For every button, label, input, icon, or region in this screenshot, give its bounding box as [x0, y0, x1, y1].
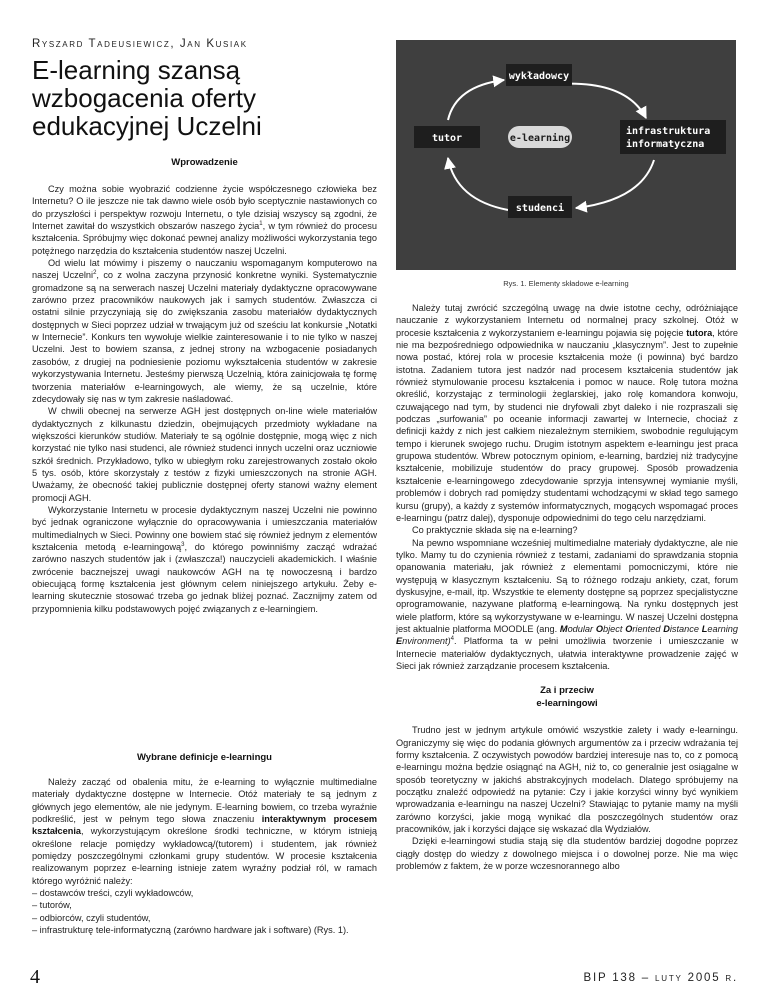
right-column	[396, 302, 738, 872]
label-e-learning: e-learning	[509, 133, 571, 144]
page-number: 4	[30, 966, 40, 988]
paragraph-5: Należy zacząć od obalenia mitu, że e-learning to wyłącznie multimedialne materiały dydaktyczne dostępne w Internecie. Otóż materiały te są jednym z głównych jego elementów, ale nie jedynym. E-learning bowiem, co trzeba wyraźnie podkreślić, jest w pełnym tego słowa znaczeniu interaktywnym procesem kształcenia, wykorzystującym określone środki techniczne, w którym istnieją określone relacje pomiędzy wykładowcą/(tutorem) i studentem, jak również pomiędzy poszczególnymi członkami grupy studentów. W procesie kształcenia realizowanym poprzez e-learning istnieje zatem wyraźny podział ról, w ramach którego wyróżnić należy:	[32, 777, 377, 886]
issue-info: BIP 138 – luty 2005 r.	[583, 972, 738, 984]
list-item: – dostawców treści, czyli wykładowców,	[32, 888, 194, 899]
heading-definicje: Wybrane definicje e-learningu	[137, 752, 272, 763]
paragraph-r3: Na pewno wspomniane wcześniej multimedialne materiały dydaktyczne, ale nie tylko. Mamy tu do czynienia również z testami, zadaniami do sprawdzania stopnia opanowania materiału, jak również z elementami pomocniczymi, które nie występują w klasycznym kształceniu. Są to różnego rodzaju ankiety, czat, forum dyskusyjne, e-mail, itp. Wszystkie te elementy dostępne są poprzez specjalistyczne oprogramowanie, nazywane platformą e-learningową. Na rynku dostępnych jest wiele platform, które są wykorzystywane w e-learningu. W naszej Uczelni dostępna jest aktualnie platforma MOODLE (ang. Modular Object Oriented Distance Learning Environment)$^4$. Platforma ta w pełni umożliwia tworzenie i umieszczanie w Internecie materiałów dydaktycznych, ułatwia interaktywne prowadzenie zajęć w Sieci jak również zarządzanie procesem kształcenia.	[396, 537, 738, 671]
label-wykladowcy: wykładowcy	[508, 71, 570, 82]
label-studenci: studenci	[515, 203, 565, 214]
list-item: – tutorów,	[32, 900, 72, 911]
label-tutor: tutor	[431, 133, 463, 144]
figure-elements-diagram	[396, 40, 736, 270]
arrow-left-top	[448, 80, 504, 120]
paragraph-2: Od wielu lat mówimy i piszemy o nauczaniu wspomaganym komputerowo na naszej Uczelni$^2$, co z wolna zaczyna przynosić konkretne wyniki. Systematycznie gromadzone są na serwerach naszej Uczelni materiały dydaktyczne opracowywane zarówno przez pracowników naukowych jak i samych studentów. Zwłaszcza ci ostatni silnie przyczyniają się do zwiększania zasobu materiałów dydaktycznych dostępnych w Sieci poprzez udział w trwającym już od sześciu lat konkursie „Notatki w Internecie”. Konkurs ten wywołuje wielkie zainteresowanie i to nie tylko w naszej Uczelni. Jest to bowiem szansa, z jednej strony na wzbogacenie posiadanych zasobów, z drugiej na podniesienie poziomu wykształcenia studentów w zakresie wykorzystywania Internetu. Jesteśmy pierwszą Uczelnią, która zainicjowała tę formę tworzenia materiałów e-learningowych, ale wiemy, że są uczelnie, które zdecydowały się nas w tym zakresie naśladować.	[32, 258, 377, 404]
left-column-top	[32, 156, 377, 615]
label-infrastruktura-1: infrastruktura	[626, 126, 711, 137]
title-line-2: wzbogacenia oferty	[32, 83, 257, 113]
paragraph-1: Czy można sobie wyobrazić codzienne życie współczesnego człowieka bez Internetu? O ile jeszcze nie tak dawno wiele osób było sceptycznie nastawionych co do przyszłości i perspektyw rozwoju Internetu, o tyle dzisiaj wszyscy są zgodni, że Internet zawitał do wszystkich obszarów naszego życia$^1$, w tym również do procesu kształcenia. Spróbujmy więc dokonać pewnej analizy możliwości wykorzystania tego potężnego narzędzia do kształcenia studentów naszej Uczelni.	[32, 184, 377, 256]
list-item: – infrastrukturę tele-informatyczną (zarówno hardware jak i software) (Rys. 1).	[32, 925, 349, 936]
arrow-top-right	[558, 84, 646, 118]
figure-caption: Rys. 1. Elementy składowe e-learning	[503, 279, 629, 288]
arrow-bottom-left	[448, 158, 508, 210]
paragraph-r4: Trudno jest w jednym artykule omówić wszystkie zalety i wady e-learningu. Ograniczymy się więc do podania głównych argumentów za i przeciw wdrażania tej formy kształcenia. Z oczywistych powodów bardziej interesuje nas to, co z pomocą e-learningu można będzie osiągnąć na AGH, niż to, co generalnie jest osiągalne w sposób teoretyczny w jakichś abstrakcyjnych modelach. Dlatego spróbujemy na początku znaleźć odpowiedź na pytanie: Czy i jakie korzyści winny być wynikiem wprowadzania e-learningu na naszej Uczelni? Stawiając to pytanie mamy na myśli zarówno korzyści, jakie mogą wynikać dla poszczególnych studentów oraz pracowników, jak i korzyści dające się wskazać dla Wydziałów.	[396, 725, 738, 835]
arrow-right-bottom	[576, 160, 654, 208]
title-line-1: E-learning szansą	[32, 55, 241, 85]
heading-wprowadzenie: Wprowadzenie	[171, 157, 238, 168]
label-infrastruktura-2: informatyczna	[626, 139, 705, 150]
roles-list	[32, 887, 377, 936]
authors: Ryszard Tadeusiewicz, Jan Kusiak	[32, 38, 248, 50]
paragraph-3: W chwili obecnej na serwerze AGH jest dostępnych on-line wiele materiałów dydaktycznych z kilkunastu dziedzin, obejmujących przedmioty wykładane na większości kierunków studiów. Materiały te są ogólnie dostępnie, mogą więc z nich korzystać nie tylko nasi studenci, ale również studenci innych uczelni oraz uczniowie szkół średnich. Przykładowo, tylko w ubiegłym roku zarejestrowanych zostało około 5 tys. osób, które skorzystały z testów z fizyki umieszczonych na stronie AGH. Uważamy, że obecność takiej publicznie dostępnej oferty stanowi ważny element promocji AGH.	[32, 406, 377, 503]
heading-za-i-przeciw: Za i przeciw e-learningowi	[536, 685, 598, 710]
article-title	[32, 56, 292, 140]
title-line-3: edukacyjnej Uczelni	[32, 111, 262, 141]
list-item: – odbiorców, czyli studentów,	[32, 912, 151, 923]
paragraph-r5: Dzięki e-learningowi studia stają się dla studentów bardziej dogodne poprzez ciągły dostęp do wiedzy z dowolnego miejsca i o dowolnej porze. Nie ma więc problemów z faktem, że w porze wczesnorannego albo	[396, 836, 738, 872]
left-column-bottom	[32, 751, 377, 936]
diagram-svg	[396, 40, 736, 270]
paragraph-r1: Należy tutaj zwrócić szczególną uwagę na dwie istotne cechy, odróżniające nauczanie z wykorzystaniem Internetu od normalnej pracy szkolnej. Otóż w procesie kształcenia z wykorzystaniem e-learningu pojawia się pojęcie tutora, które nie ma bezpośredniego odpowiednika w nauczaniu „klasycznym”. Jest to zupełnie nowa postać, której rola w procesie kształcenia może (i powinna) być bardzo istotna. Zadaniem tutora jest nadzór nad procesem kształcenia studentów jak również stymulowanie procesu kształcenia i pomoc w nauce. Rolę tutora można określić, korzystając z terminologii żeglarskiej, jako rolę komandora konwoju, czuwającego nad tym, by studenci nie dryfowali zbyt daleko i nie rozpraszali się podczas „surfowania” po oceanie informacji zawartej w Internecie, chociaż z definicji każdy z nich jest całkiem niezależnym sternikiem, swobodnie regulującym tempo i kierunek swojego ruchu. Drugim istotnym aspektem e-learningu jest praca grupowa studentów. Wbrew potocznym opiniom, e-learning, bardziej niż tradycyjne kształcenie, mobilizuje studentów do pracy grupowej. Sposób prowadzenia kształcenie e-learningowego zdecydowanie sprzyja intensywnej wymianie myśli, problemów i dobrych rad pomiędzy studentami wchodzącymi w skład tego samego kursu (grupy), a każdy z systemów informatycznych, mogących wspomagać proces e-learningu (patrz dalej), dysponuje odpowiednimi do tego celu narzędziami.	[396, 303, 738, 523]
paragraph-r2: Co praktycznie składa się na e-learning?	[412, 525, 578, 536]
paragraph-4: Wykorzystanie Internetu w procesie dydaktycznym naszej Uczelni nie powinno być jednak ograniczone wyłącznie do opracowywania i umieszczania materiałów multimedialnych w Sieci. Powinny one bowiem stać się również jednym z elementów kształcenia metodą e-learningową$^3$, do którego powinniśmy zacząć wdrażać zarówno naszych studentów jak i (zwłaszcza!) nauczycieli akademickich. I właśnie zwrócenie bacznejszej uwagi naukowców AGH na tę nowoczesną i bardzo obiecującą formę kształcenia jest głównym celem niniejszego artykułu. Żeby e-learning skutecznie stosować trzeba go jednak bliżej poznać. Zacznijmy zatem od przypomnienia kilku podstawowych pojęć związanych z e-learningiem.	[32, 504, 378, 614]
